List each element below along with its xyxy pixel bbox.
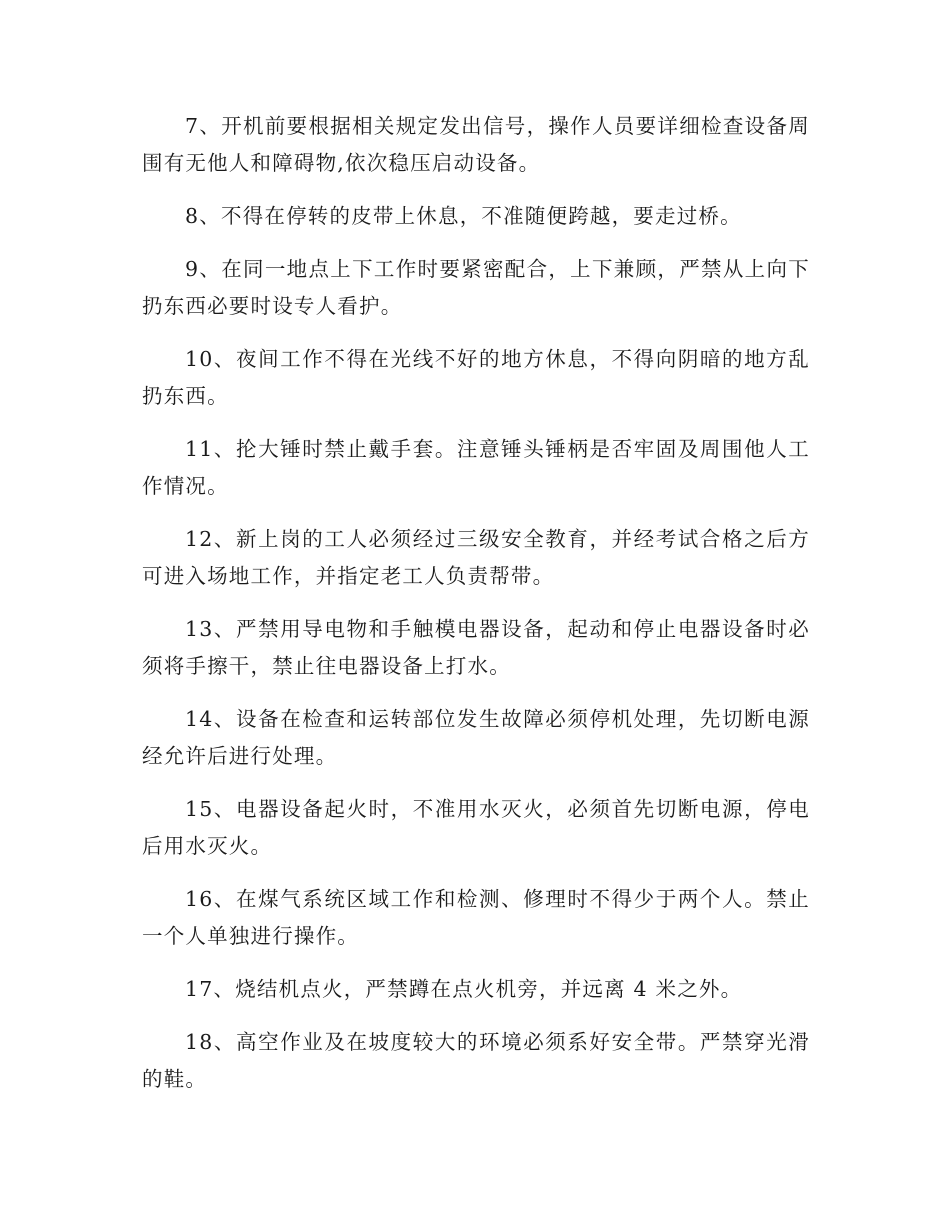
rule-paragraph-7: 7、开机前要根据相关规定发出信号，操作人员要详细检查设备周围有无他人和障碍物,依次稳压启动设备。 bbox=[142, 114, 810, 175]
rule-paragraph-15: 15、电器设备起火时，不准用水灭火，必须首先切断电源，停电后用水灭火。 bbox=[142, 797, 810, 858]
rule-paragraph-18: 18、高空作业及在坡度较大的环境必须系好安全带。严禁穿光滑的鞋。 bbox=[142, 1030, 810, 1091]
rule-paragraph-9: 9、在同一地点上下工作时要紧密配合，上下兼顾，严禁从上向下扔东西必要时设专人看护。 bbox=[142, 257, 810, 318]
rule-paragraph-13: 13、严禁用导电物和手触模电器设备，起动和停止电器设备时必须将手擦干，禁止往电器设备上打水。 bbox=[142, 617, 810, 678]
rule-paragraph-11: 11、抡大锤时禁止戴手套。注意锤头锤柄是否牢固及周围他人工作情况。 bbox=[142, 437, 810, 498]
rule-paragraph-8: 8、不得在停转的皮带上休息，不准随便跨越，要走过桥。 bbox=[185, 204, 742, 228]
rule-paragraph-12: 12、新上岗的工人必须经过三级安全教育，并经考试合格之后方可进入场地工作，并指定老工人负责帮带。 bbox=[142, 527, 810, 588]
rule-paragraph-14: 14、设备在检查和运转部位发生故障必须停机处理，先切断电源经允许后进行处理。 bbox=[142, 707, 810, 768]
rule-paragraph-16: 16、在煤气系统区域工作和检测、修理时不得少于两个人。禁止一个人单独进行操作。 bbox=[142, 887, 810, 948]
rule-paragraph-17: 17、烧结机点火，严禁蹲在点火机旁，并远离 4 米之外。 bbox=[185, 977, 743, 1001]
document-body bbox=[142, 108, 810, 1114]
rule-paragraph-10: 10、夜间工作不得在光线不好的地方休息，不得向阴暗的地方乱扔东西。 bbox=[142, 347, 810, 408]
